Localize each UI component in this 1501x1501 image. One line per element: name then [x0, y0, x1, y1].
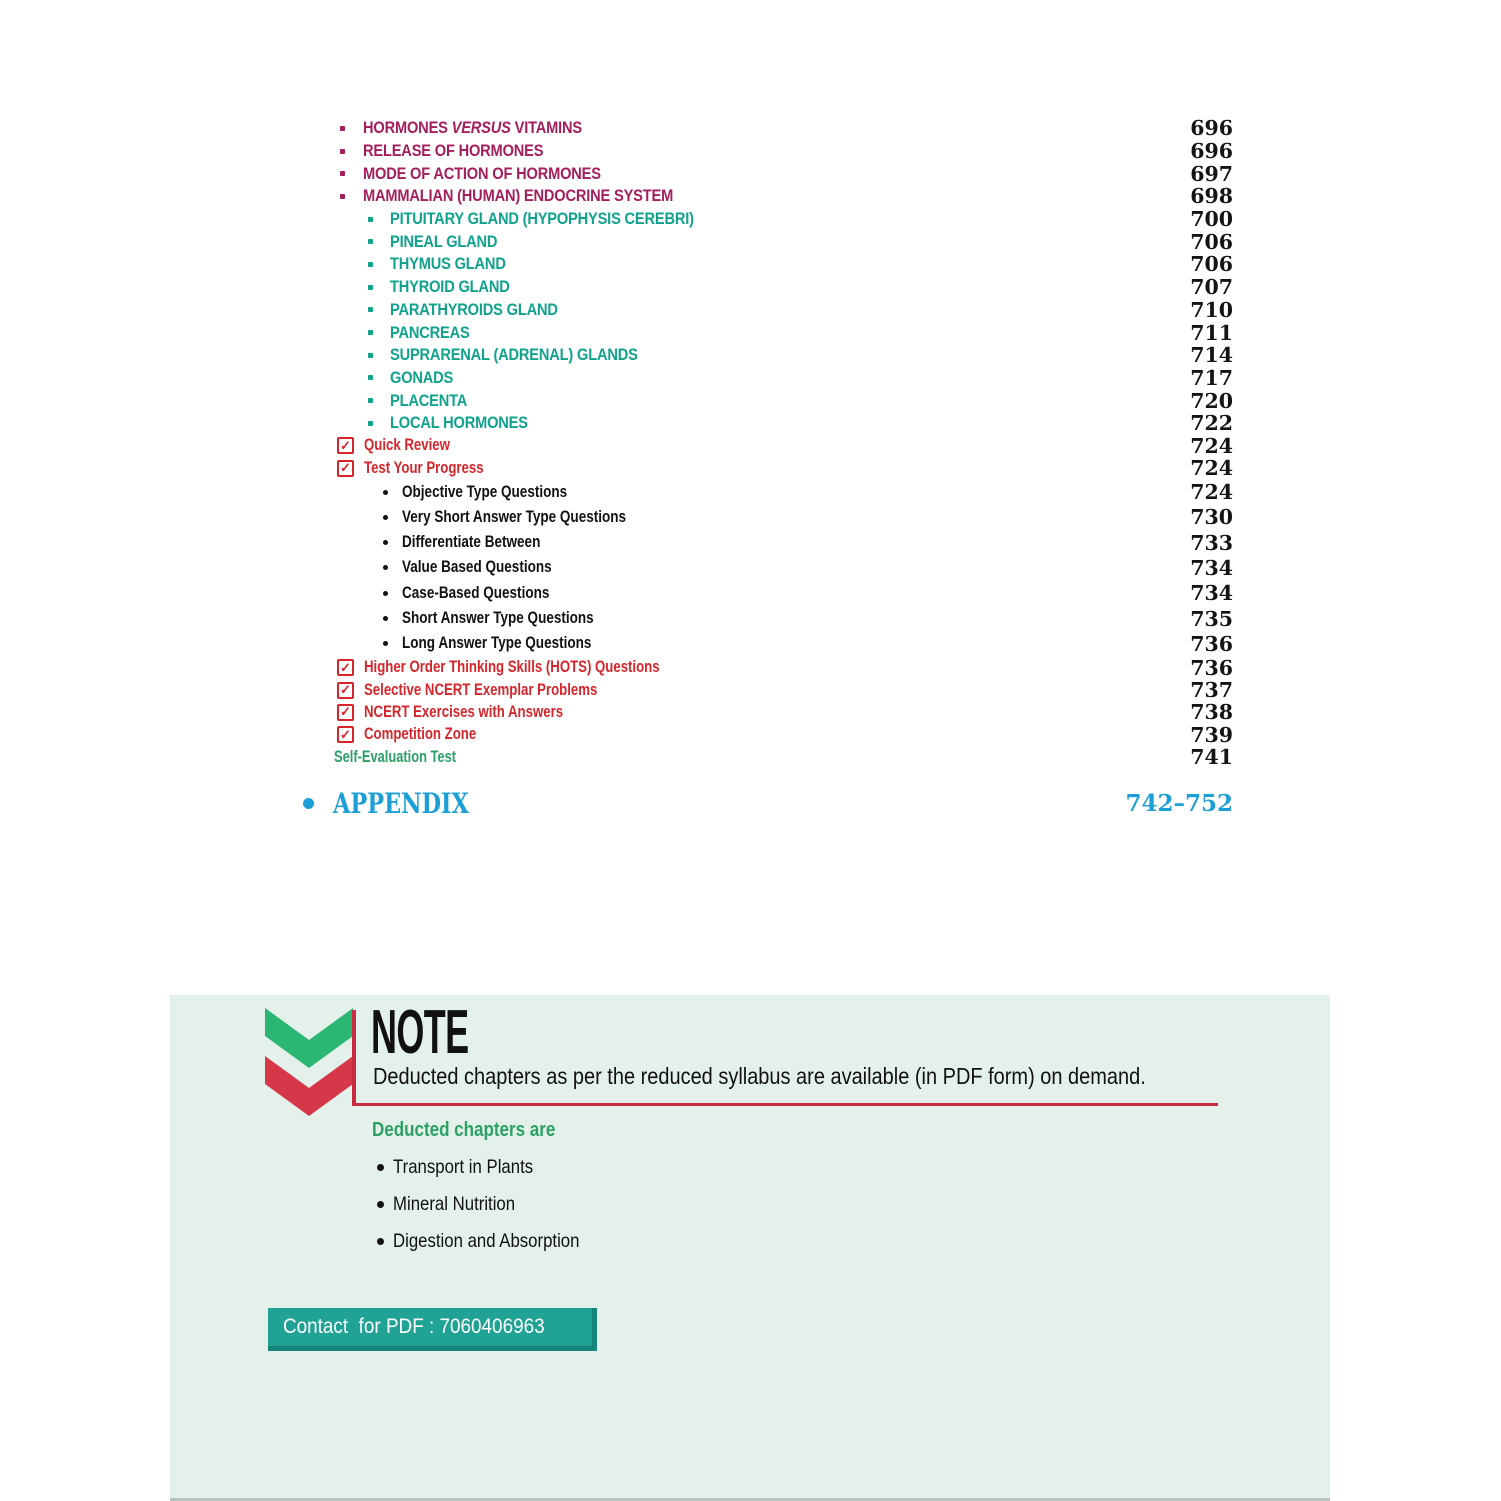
toc-item-page: 696 — [1190, 139, 1233, 164]
toc-item — [0, 746, 1233, 768]
bullet-icon — [383, 641, 388, 646]
bullet-icon — [383, 540, 388, 545]
toc-item-label: MAMMALIAN (HUMAN) ENDOCRINE SYSTEM — [363, 186, 674, 206]
toc-item — [0, 367, 1233, 390]
bullet-icon — [383, 515, 388, 520]
toc-item-label: PINEAL GLAND — [390, 231, 498, 251]
toc-item — [0, 389, 1233, 412]
note-description: Deducted chapters as per the reduced syllabus are available (in PDF form) on demand. — [373, 1063, 1146, 1089]
toc-item — [0, 321, 1233, 344]
bullet-icon — [368, 217, 373, 222]
note-vertical-rule — [352, 1010, 356, 1105]
bullet-icon — [340, 126, 345, 131]
bullet-icon — [340, 171, 345, 176]
toc-item-page: 697 — [1190, 161, 1233, 186]
note-title: NOTE — [371, 998, 469, 1067]
toc-item-page: 714 — [1190, 343, 1233, 368]
checkbox-checked-icon: ✓ — [337, 682, 354, 699]
appendix-page-range: 742–752 — [1125, 789, 1233, 817]
toc-item-page: 717 — [1190, 365, 1233, 390]
bullet-icon — [368, 353, 373, 358]
toc-item-label: Test Your Progress — [364, 458, 484, 477]
toc-item — [0, 679, 1233, 701]
chapter-name: Mineral Nutrition — [393, 1193, 516, 1215]
toc-item-appendix — [0, 783, 1233, 823]
bullet-icon — [377, 1164, 384, 1171]
appendix-label: APPENDIX — [333, 786, 469, 820]
bullet-icon — [383, 616, 388, 621]
toc-item-label: Higher Order Thinking Skills (HOTS) Questions — [364, 658, 660, 677]
toc-item-page: 698 — [1190, 184, 1233, 209]
toc-item-label: RELEASE OF HORMONES — [363, 141, 544, 161]
bullet-icon — [383, 565, 388, 570]
bullet-icon — [368, 285, 373, 290]
toc-item — [0, 208, 1233, 231]
toc-item-page: 711 — [1190, 320, 1233, 345]
toc-item — [0, 276, 1233, 299]
toc-item — [0, 656, 1233, 678]
toc-item-page: 734 — [1190, 555, 1233, 580]
double-chevron-down-icon — [265, 1008, 353, 1118]
bullet-icon — [383, 490, 388, 495]
toc-item-page: 737 — [1190, 678, 1233, 703]
toc-item-page: 739 — [1190, 722, 1233, 747]
toc-item — [0, 299, 1233, 322]
toc-item-label: PARATHYROIDS GLAND — [390, 299, 558, 319]
toc-item-page: 710 — [1190, 297, 1233, 322]
toc-item-label: PANCREAS — [390, 322, 470, 342]
toc-item-page: 707 — [1190, 275, 1233, 300]
toc-item-page: 735 — [1190, 606, 1233, 631]
toc-item-page: 736 — [1190, 631, 1233, 656]
checkbox-checked-icon: ✓ — [337, 704, 354, 721]
bullet-icon — [377, 1201, 384, 1208]
note-subheading: Deducted chapters are — [372, 1119, 556, 1141]
toc-item — [0, 140, 1233, 163]
toc-item — [0, 162, 1233, 185]
toc-item-label: Short Answer Type Questions — [402, 609, 594, 628]
toc-item-label: Selective NCERT Exemplar Problems — [364, 680, 598, 699]
toc-item — [0, 581, 1233, 606]
bullet-icon — [340, 194, 345, 199]
toc-item — [0, 412, 1233, 435]
toc-item — [0, 230, 1233, 253]
toc-item-page: 724 — [1190, 456, 1233, 481]
chapter-name: Transport in Plants — [393, 1156, 534, 1178]
toc-item-page: 724 — [1190, 480, 1233, 505]
bullet-icon — [303, 798, 314, 809]
bullet-icon — [368, 262, 373, 267]
toc-item — [0, 117, 1233, 140]
toc-item-page: 736 — [1190, 655, 1233, 680]
toc-item-page: 730 — [1190, 505, 1233, 530]
toc-item-label: Quick Review — [364, 436, 450, 455]
checkbox-checked-icon: ✓ — [337, 460, 354, 477]
list-item — [377, 1223, 610, 1260]
toc-item-label: THYROID GLAND — [390, 277, 510, 297]
bullet-icon — [368, 421, 373, 426]
bullet-icon — [377, 1238, 384, 1245]
toc-item — [0, 724, 1233, 746]
toc-item-label: PLACENTA — [390, 390, 468, 410]
toc-item-label: HORMONES VERSUS VITAMINS — [363, 118, 583, 138]
toc-item — [0, 479, 1233, 504]
toc-item-page: 706 — [1190, 229, 1233, 254]
toc-item — [0, 344, 1233, 367]
toc-item — [0, 505, 1233, 530]
toc-item — [0, 185, 1233, 208]
toc-item-label: GONADS — [390, 367, 454, 387]
note-panel — [170, 995, 1330, 1501]
toc-item — [0, 435, 1233, 457]
toc-item-label: LOCAL HORMONES — [390, 413, 528, 433]
toc-item-label: Self-Evaluation Test — [334, 747, 457, 766]
toc-item-page: 741 — [1190, 745, 1233, 770]
note-horizontal-rule — [352, 1103, 1218, 1106]
toc-item-page: 733 — [1190, 530, 1233, 555]
contact-for-pdf-button — [268, 1308, 597, 1351]
toc-item-label: Objective Type Questions — [402, 482, 568, 501]
toc-item — [0, 530, 1233, 555]
toc-item-page: 700 — [1190, 207, 1233, 232]
toc-item-page: 738 — [1190, 700, 1233, 725]
toc-item-label: NCERT Exercises with Answers — [364, 702, 564, 721]
bullet-icon — [368, 375, 373, 380]
bullet-icon — [368, 239, 373, 244]
checkbox-checked-icon: ✓ — [337, 726, 354, 743]
bullet-icon — [368, 307, 373, 312]
bullet-icon — [368, 330, 373, 335]
toc-item-label: Case-Based Questions — [402, 583, 550, 602]
toc-item-label: MODE OF ACTION OF HORMONES — [363, 163, 601, 183]
toc-item — [0, 555, 1233, 580]
toc-item-page: 706 — [1190, 252, 1233, 277]
checkbox-checked-icon: ✓ — [337, 437, 354, 454]
toc-item-label: Long Answer Type Questions — [402, 634, 592, 653]
toc-item-label: THYMUS GLAND — [390, 254, 506, 274]
deducted-chapters-list — [377, 1149, 610, 1260]
toc-item-page: 734 — [1190, 581, 1233, 606]
toc-item-label: PITUITARY GLAND (HYPOPHYSIS CEREBRI) — [390, 209, 694, 229]
chapter-name: Digestion and Absorption — [393, 1230, 580, 1252]
toc-item — [0, 253, 1233, 276]
toc-item-label: Very Short Answer Type Questions — [402, 507, 627, 526]
toc-item-page: 724 — [1190, 433, 1233, 458]
toc-list — [0, 117, 1233, 768]
bullet-icon — [383, 591, 388, 596]
toc-item-label: Differentiate Between — [402, 533, 541, 552]
toc-item-label: SUPRARENAL (ADRENAL) GLANDS — [390, 345, 638, 365]
toc-item — [0, 457, 1233, 479]
toc-item-page: 696 — [1190, 116, 1233, 141]
bullet-icon — [340, 149, 345, 154]
toc-item — [0, 631, 1233, 656]
list-item — [377, 1149, 610, 1186]
toc-item-label: Value Based Questions — [402, 558, 552, 577]
toc-item-label: Competition Zone — [364, 725, 477, 744]
checkbox-checked-icon: ✓ — [337, 659, 354, 676]
toc-item — [0, 701, 1233, 723]
toc-item-page: 722 — [1190, 411, 1233, 436]
toc-item-page: 720 — [1190, 388, 1233, 413]
toc-item — [0, 606, 1233, 631]
contact-button-label: Contact for PDF : 7060406963 — [283, 1315, 545, 1338]
list-item — [377, 1186, 610, 1223]
bullet-icon — [368, 398, 373, 403]
